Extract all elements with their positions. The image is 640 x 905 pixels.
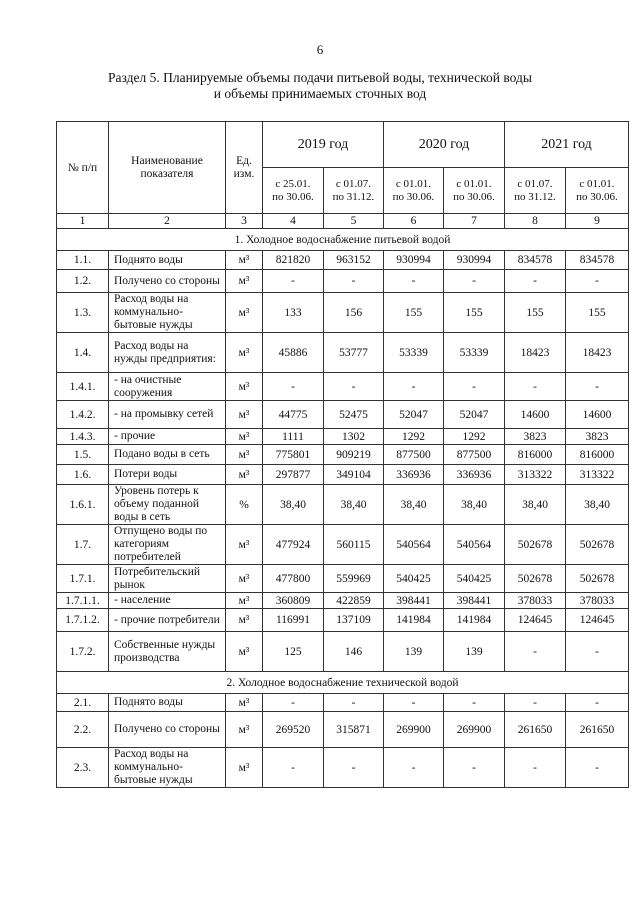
column-number: 3 [226, 214, 263, 229]
row-value: 261650 [566, 712, 629, 748]
row-value: 141984 [444, 609, 505, 632]
row-value: - [444, 270, 505, 293]
column-number: 9 [566, 214, 629, 229]
row-value: - [566, 632, 629, 672]
row-name: Получено со стороны [109, 712, 226, 748]
row-value: 1292 [384, 429, 444, 445]
row-value: - [444, 694, 505, 712]
row-name: Получено со стороны [109, 270, 226, 293]
table-row [57, 525, 629, 565]
row-value: 422859 [324, 593, 384, 609]
row-name: Расход воды на нужды предприятия: [109, 333, 226, 373]
row-value: 38,40 [384, 485, 444, 525]
header-period [566, 168, 629, 214]
row-value: - [324, 270, 384, 293]
table-row [57, 445, 629, 465]
row-name: - прочие [109, 429, 226, 445]
header-num: № п/п [57, 122, 109, 214]
row-number: 1.4.3. [57, 429, 109, 445]
table-row [57, 593, 629, 609]
row-number: 1.4.2. [57, 401, 109, 429]
row-name: - население [109, 593, 226, 609]
row-number: 1.2. [57, 270, 109, 293]
row-value: 336936 [384, 465, 444, 485]
row-value: 930994 [444, 251, 505, 270]
row-number: 2.1. [57, 694, 109, 712]
row-name: - на промывку сетей [109, 401, 226, 429]
column-number: 5 [324, 214, 384, 229]
row-unit: м³ [226, 445, 263, 465]
row-value: 156 [324, 293, 384, 333]
row-value: 124645 [566, 609, 629, 632]
row-value: 502678 [566, 565, 629, 593]
row-value: 155 [505, 293, 566, 333]
row-value: - [566, 694, 629, 712]
row-value: 45886 [263, 333, 324, 373]
row-value: 53777 [324, 333, 384, 373]
row-value: 315871 [324, 712, 384, 748]
row-value: 3823 [505, 429, 566, 445]
header-period-line: по 31.12. [332, 190, 375, 203]
row-value: 1111 [263, 429, 324, 445]
column-number: 7 [444, 214, 505, 229]
row-name: Отпущено воды по категориям потребителей [109, 525, 226, 565]
row-value: 14600 [566, 401, 629, 429]
row-value: 155 [444, 293, 505, 333]
row-unit: % [226, 485, 263, 525]
row-value: 155 [384, 293, 444, 333]
row-number: 1.6.1. [57, 485, 109, 525]
row-value: 502678 [566, 525, 629, 565]
row-value: 360809 [263, 593, 324, 609]
row-unit: м³ [226, 401, 263, 429]
row-value: 834578 [505, 251, 566, 270]
title-line-2: и объемы принимаемых сточных вод [213, 86, 427, 101]
header-name: Наименование показателя [109, 122, 226, 214]
table-row [57, 401, 629, 429]
row-value: 155 [566, 293, 629, 333]
row-name: Расход воды на коммунально-бытовые нужды [109, 748, 226, 788]
row-value: 816000 [505, 445, 566, 465]
header-period [444, 168, 505, 214]
row-value: 269520 [263, 712, 324, 748]
section-header: 2. Холодное водоснабжение технической водой [57, 672, 629, 694]
row-value: - [324, 373, 384, 401]
row-value: 38,40 [263, 485, 324, 525]
row-value: 378033 [566, 593, 629, 609]
row-value: 477800 [263, 565, 324, 593]
header-period [324, 168, 384, 214]
row-value: - [505, 694, 566, 712]
row-value: - [324, 694, 384, 712]
table-row [57, 748, 629, 788]
table-row [57, 251, 629, 270]
row-number: 1.4.1. [57, 373, 109, 401]
row-name: Подано воды в сеть [109, 445, 226, 465]
header-period [263, 168, 324, 214]
row-value: 877500 [444, 445, 505, 465]
row-value: 52047 [384, 401, 444, 429]
row-number: 1.7.1. [57, 565, 109, 593]
table-row [57, 333, 629, 373]
row-value: 1302 [324, 429, 384, 445]
table-row [57, 694, 629, 712]
row-name: Собственные нужды производства [109, 632, 226, 672]
row-value: 38,40 [324, 485, 384, 525]
row-value: 877500 [384, 445, 444, 465]
row-value: 38,40 [444, 485, 505, 525]
row-value: 139 [384, 632, 444, 672]
table-row [57, 465, 629, 485]
row-number: 1.7.1.2. [57, 609, 109, 632]
row-number: 1.4. [57, 333, 109, 373]
row-value: - [324, 748, 384, 788]
row-value: 821820 [263, 251, 324, 270]
row-unit: м³ [226, 609, 263, 632]
row-unit: м³ [226, 251, 263, 270]
row-value: 53339 [444, 333, 505, 373]
row-value: 14600 [505, 401, 566, 429]
header-year-2021: 2021 год [505, 122, 629, 168]
row-value: 909219 [324, 445, 384, 465]
row-value: - [263, 373, 324, 401]
row-number: 1.7.1.1. [57, 593, 109, 609]
header-period-line: с 01.01. [579, 177, 615, 190]
row-value: - [566, 748, 629, 788]
row-unit: м³ [226, 293, 263, 333]
row-value: - [384, 748, 444, 788]
table-row [57, 429, 629, 445]
row-number: 1.5. [57, 445, 109, 465]
row-value: 44775 [263, 401, 324, 429]
row-value: - [444, 373, 505, 401]
section-title [0, 70, 640, 102]
row-value: - [505, 270, 566, 293]
row-value: 38,40 [505, 485, 566, 525]
row-name: - прочие потребители [109, 609, 226, 632]
row-number: 1.3. [57, 293, 109, 333]
row-unit: м³ [226, 333, 263, 373]
header-period [505, 168, 566, 214]
row-value: 336936 [444, 465, 505, 485]
row-unit: м³ [226, 748, 263, 788]
row-value: 540564 [384, 525, 444, 565]
row-value: - [505, 373, 566, 401]
row-value: 139 [444, 632, 505, 672]
row-value: 930994 [384, 251, 444, 270]
row-value: 133 [263, 293, 324, 333]
row-value: 125 [263, 632, 324, 672]
row-value: 378033 [505, 593, 566, 609]
header-period-line: по 30.06. [392, 190, 435, 203]
row-unit: м³ [226, 694, 263, 712]
row-value: 398441 [444, 593, 505, 609]
header-year-2019: 2019 год [263, 122, 384, 168]
row-value: 18423 [505, 333, 566, 373]
row-unit: м³ [226, 270, 263, 293]
column-number: 2 [109, 214, 226, 229]
table-row [57, 712, 629, 748]
row-name: Уровень потерь к объему поданной воды в сеть [109, 485, 226, 525]
header-unit: Ед. изм. [226, 122, 263, 214]
row-value: - [384, 373, 444, 401]
table-row [57, 485, 629, 525]
row-value: 540564 [444, 525, 505, 565]
row-value: 124645 [505, 609, 566, 632]
row-value: 540425 [444, 565, 505, 593]
row-value: 116991 [263, 609, 324, 632]
header-period [384, 168, 444, 214]
row-value: 477924 [263, 525, 324, 565]
page-number: 6 [316, 42, 324, 57]
row-unit: м³ [226, 632, 263, 672]
row-value: 560115 [324, 525, 384, 565]
row-unit: м³ [226, 373, 263, 401]
table-row [57, 632, 629, 672]
row-value: - [263, 270, 324, 293]
header-period-line: по 30.06. [453, 190, 495, 203]
section-header: 1. Холодное водоснабжение питьевой водой [57, 229, 629, 251]
water-volume-table [56, 121, 629, 788]
row-unit: м³ [226, 712, 263, 748]
table-row [57, 373, 629, 401]
row-value: 261650 [505, 712, 566, 748]
row-value: 349104 [324, 465, 384, 485]
row-value: 269900 [384, 712, 444, 748]
row-unit: м³ [226, 525, 263, 565]
row-value: 141984 [384, 609, 444, 632]
row-value: - [263, 748, 324, 788]
row-name: Поднято воды [109, 694, 226, 712]
row-value: 398441 [384, 593, 444, 609]
row-value: 269900 [444, 712, 505, 748]
column-number: 1 [57, 214, 109, 229]
row-value: - [384, 694, 444, 712]
row-unit: м³ [226, 465, 263, 485]
row-value: - [505, 632, 566, 672]
row-name: Потребительский рынок [109, 565, 226, 593]
row-value: 502678 [505, 525, 566, 565]
row-value: 775801 [263, 445, 324, 465]
row-number: 1.6. [57, 465, 109, 485]
row-unit: м³ [226, 593, 263, 609]
row-value: 502678 [505, 565, 566, 593]
row-value: 297877 [263, 465, 324, 485]
row-value: 559969 [324, 565, 384, 593]
row-number: 1.7.2. [57, 632, 109, 672]
row-value: 963152 [324, 251, 384, 270]
row-value: 38,40 [566, 485, 629, 525]
row-value: 52475 [324, 401, 384, 429]
header-period-line: с 01.01. [456, 177, 492, 190]
row-value: 53339 [384, 333, 444, 373]
header-period-line: по 31.12. [514, 190, 556, 203]
row-value: 3823 [566, 429, 629, 445]
row-value: 1292 [444, 429, 505, 445]
row-name: Потери воды [109, 465, 226, 485]
row-value: - [263, 694, 324, 712]
row-value: 52047 [444, 401, 505, 429]
row-name: Поднято воды [109, 251, 226, 270]
row-value: 834578 [566, 251, 629, 270]
row-value: 137109 [324, 609, 384, 632]
row-number: 2.3. [57, 748, 109, 788]
row-value: - [505, 748, 566, 788]
row-value: - [566, 373, 629, 401]
column-number: 6 [384, 214, 444, 229]
row-value: - [384, 270, 444, 293]
table-row [57, 270, 629, 293]
column-number: 8 [505, 214, 566, 229]
table-row [57, 565, 629, 593]
row-value: - [566, 270, 629, 293]
header-period-line: с 01.01. [395, 177, 432, 190]
row-unit: м³ [226, 429, 263, 445]
title-line-1: Раздел 5. Планируемые объемы подачи питьевой воды, технической воды [108, 70, 532, 85]
header-period-line: с 25.01. [275, 177, 311, 190]
header-period-line: по 30.06. [576, 190, 618, 203]
header-year-2020: 2020 год [384, 122, 505, 168]
row-number: 1.1. [57, 251, 109, 270]
header-period-line: по 30.06. [272, 190, 314, 203]
column-number: 4 [263, 214, 324, 229]
table-row [57, 609, 629, 632]
header-period-line: с 01.07. [517, 177, 553, 190]
row-name: Расход воды на коммунально-бытовые нужды [109, 293, 226, 333]
row-value: 540425 [384, 565, 444, 593]
row-value: - [444, 748, 505, 788]
row-value: 18423 [566, 333, 629, 373]
row-name: - на очистные сооружения [109, 373, 226, 401]
row-unit: м³ [226, 565, 263, 593]
row-number: 2.2. [57, 712, 109, 748]
table-row [57, 293, 629, 333]
row-value: 816000 [566, 445, 629, 465]
header-period-line: с 01.07. [335, 177, 372, 190]
row-number: 1.7. [57, 525, 109, 565]
row-value: 313322 [566, 465, 629, 485]
row-value: 146 [324, 632, 384, 672]
row-value: 313322 [505, 465, 566, 485]
